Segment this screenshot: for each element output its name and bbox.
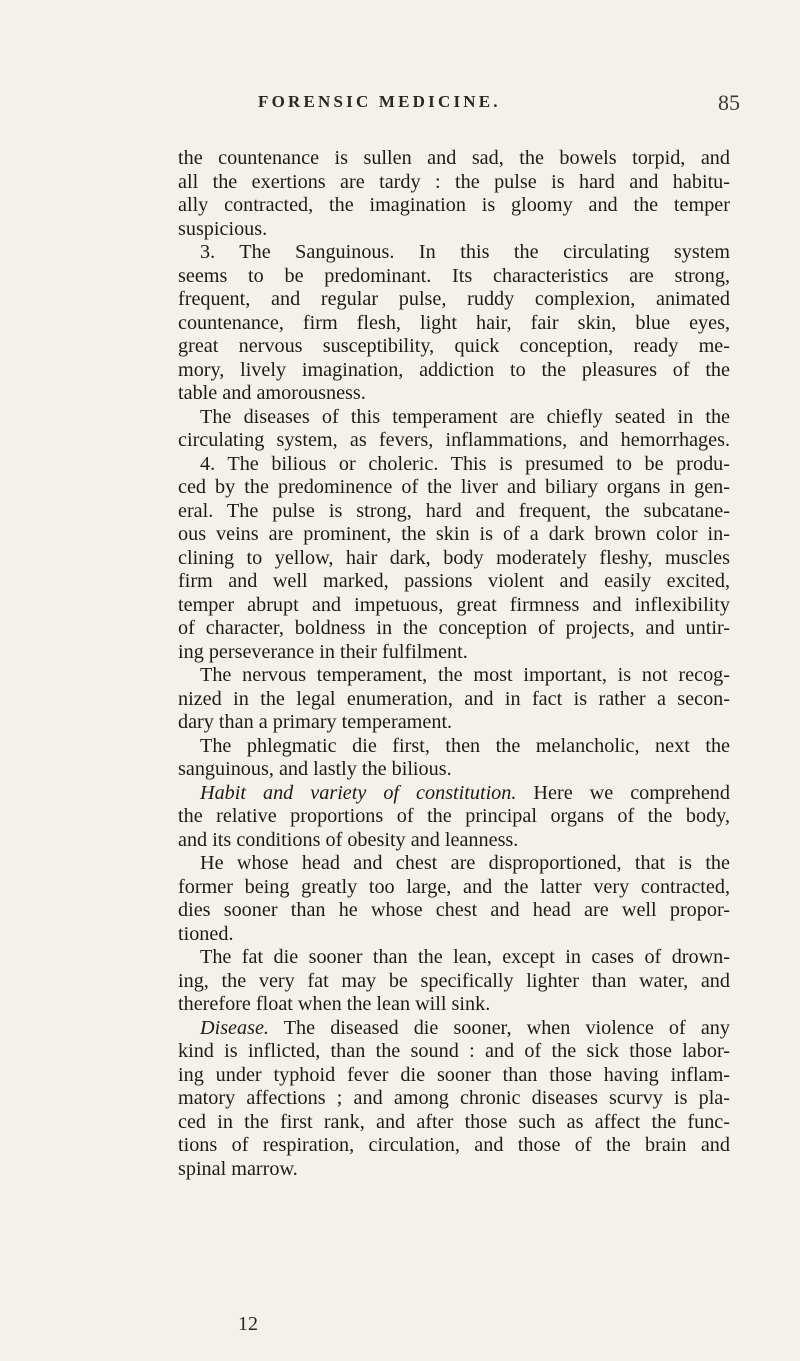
italic-heading: Habit and variety of constitution. <box>200 781 517 804</box>
text-line: countenance, firm flesh, light hair, fair skin, blue eyes, <box>178 311 730 334</box>
text-line: matory affections ; and among chronic diseases scurvy is pla- <box>178 1087 730 1109</box>
text-line: and its conditions of obesity and leanness. <box>178 828 519 851</box>
text-line: suspicious. <box>178 217 268 240</box>
text-line: The fat die sooner than the lean, except in cases of drown- <box>200 946 730 968</box>
text-line: kind is inflicted, than the sound : and of the sick those labor- <box>178 1040 730 1062</box>
text-line: dary than a primary temperament. <box>178 711 453 733</box>
text-line: the relative proportions of the principal organs of the body, <box>178 805 730 827</box>
line-text: The diseased die sooner, when violence of any <box>268 1016 730 1039</box>
text-line: frequent, and regular pulse, ruddy complexion, animated <box>178 288 730 310</box>
italic-heading: Disease. <box>200 1016 269 1039</box>
text-line: mory, lively imagination, addiction to the pleasures of the <box>178 358 730 381</box>
text-line: clining to yellow, hair dark, body moderately fleshy, muscles <box>178 546 730 569</box>
text-line: temper abrupt and impetuous, great firmness and inflexibility <box>178 593 730 616</box>
text-line: circulating system, as fevers, inflammations, and hemorrhages. <box>178 429 730 451</box>
text-line: therefore float when the lean will sink. <box>178 993 491 1015</box>
text-line: all the exertions are tardy : the pulse is hard and habitu- <box>178 170 730 193</box>
text-line: ing, the very fat may be specifically lighter than water, and <box>178 969 730 992</box>
text-line: ally contracted, the imagination is gloomy and the temper <box>178 194 730 216</box>
text-line: The diseases of this temperament are chiefly seated in the <box>200 405 730 428</box>
text-line: ced by the predominence of the liver and biliary organs in gen- <box>178 476 730 498</box>
text-line: The nervous temperament, the most important, is not recog- <box>200 664 730 686</box>
body-text <box>178 147 730 1181</box>
text-line: ous veins are prominent, the skin is of a dark brown color in- <box>178 523 730 545</box>
text-line: eral. The pulse is strong, hard and frequent, the subcatane- <box>178 499 730 522</box>
text-line <box>178 1017 730 1041</box>
text-line: sanguinous, and lastly the bilious. <box>178 758 452 780</box>
text-line: 3. The Sanguinous. In this the circulating system <box>200 241 730 263</box>
text-line: ing under typhoid fever die sooner than those having inflam- <box>178 1063 730 1086</box>
text-line: seems to be predominant. Its characteristics are strong, <box>178 264 730 287</box>
text-line: nized in the legal enumeration, and in fact is rather a secon- <box>178 687 730 710</box>
line-text: Here we comprehend <box>516 781 730 804</box>
text-line: firm and well marked, passions violent and easily excited, <box>178 570 730 592</box>
text-line: 4. The bilious or choleric. This is presumed to be produ- <box>200 452 730 475</box>
text-line: tions of respiration, circulation, and those of the brain and <box>178 1134 730 1156</box>
text-line: of character, boldness in the conception of projects, and untir- <box>178 617 730 639</box>
text-line: tioned. <box>178 922 234 945</box>
text-line: great nervous susceptibility, quick conception, ready me- <box>178 335 730 357</box>
text-line <box>178 782 730 806</box>
page-number: 85 <box>718 90 740 115</box>
text-line: ing perseverance in their fulfilment. <box>178 640 468 663</box>
text-line: former being greatly too large, and the latter very contracted, <box>178 875 730 898</box>
text-line: The phlegmatic die first, then the melancholic, next the <box>200 734 730 757</box>
text-line: table and amorousness. <box>178 382 366 404</box>
text-line: ced in the first rank, and after those such as affect the func- <box>178 1110 730 1133</box>
text-line: spinal marrow. <box>178 1157 298 1180</box>
running-head <box>0 92 800 116</box>
running-title: FORENSIC MEDICINE. <box>258 92 501 111</box>
text-line: dies sooner than he whose chest and head are well propor- <box>178 899 730 921</box>
text-line: the countenance is sullen and sad, the bowels torpid, and <box>178 147 730 169</box>
text-line: He whose head and chest are disproportioned, that is the <box>200 852 730 874</box>
signature-mark: 12 <box>238 1313 258 1335</box>
